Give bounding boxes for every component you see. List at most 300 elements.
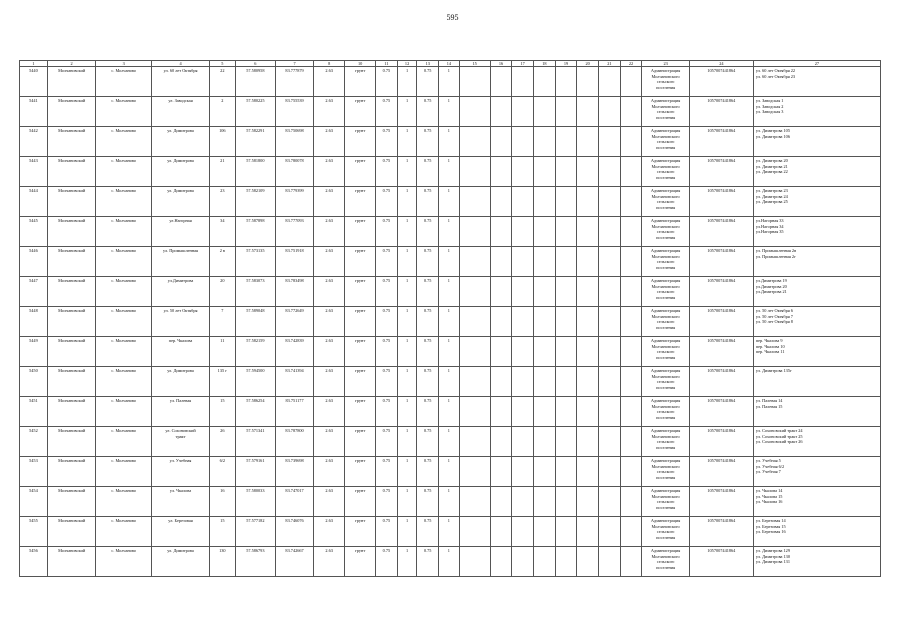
empty-cell bbox=[490, 307, 512, 337]
container-volume: 0.75 bbox=[376, 307, 398, 337]
container-volume: 0.75 bbox=[376, 247, 398, 277]
street-cell: ул. 50 лет Октября bbox=[152, 307, 210, 337]
value-cell: 0.75 bbox=[417, 367, 439, 397]
empty-cell bbox=[490, 337, 512, 367]
empty-cell bbox=[534, 367, 556, 397]
container-count: 1 bbox=[397, 517, 417, 547]
record-number: 5448 bbox=[20, 307, 48, 337]
value-cell: 0.75 bbox=[417, 247, 439, 277]
longitude: 83.783498 bbox=[275, 277, 313, 307]
table-row bbox=[20, 67, 881, 97]
empty-cell bbox=[555, 217, 577, 247]
house-number: 34 bbox=[209, 217, 235, 247]
served-addresses: ул. Учебная 5 ул. Учебная 6/2 ул. Учебная 7 bbox=[753, 457, 880, 487]
column-number: 3 bbox=[96, 61, 152, 67]
empty-cell bbox=[512, 367, 534, 397]
settlement-cell: с. Молчаново bbox=[96, 217, 152, 247]
value-cell: 0.75 bbox=[417, 277, 439, 307]
empty-cell bbox=[620, 367, 642, 397]
served-addresses: пер. Чкалова 9 пер. Чкалова 10 пер. Чкалова 11 bbox=[753, 337, 880, 367]
street-cell: ул. Промышленная bbox=[152, 247, 210, 277]
longitude: 83.746076 bbox=[275, 517, 313, 547]
settlement-cell: с. Молчаново bbox=[96, 547, 152, 577]
served-addresses: ул.Димитрова 19 ул.Димитрова 20 ул.Димитрова 21 bbox=[753, 277, 880, 307]
surface-type: грунт bbox=[345, 337, 376, 367]
settlement-cell: с. Молчаново bbox=[96, 307, 152, 337]
surface-type: грунт bbox=[345, 457, 376, 487]
table-row bbox=[20, 517, 881, 547]
owner-name: Администрация Молчановского сельского поселения bbox=[642, 307, 689, 337]
value-cell: 0.75 bbox=[417, 67, 439, 97]
area-value: 2.63 bbox=[314, 397, 345, 427]
owner-name: Администрация Молчановского сельского поселения bbox=[642, 127, 689, 157]
served-addresses: ул. Димитрова 20 ул. Димитрова 21 ул. Димитрова 22 bbox=[753, 157, 880, 187]
surface-type: грунт bbox=[345, 397, 376, 427]
area-value: 2.63 bbox=[314, 217, 345, 247]
table-row bbox=[20, 277, 881, 307]
value-cell: 0.75 bbox=[417, 97, 439, 127]
column-number: 2 bbox=[47, 61, 96, 67]
table-row bbox=[20, 307, 881, 337]
empty-cell bbox=[599, 367, 621, 397]
empty-cell bbox=[599, 457, 621, 487]
empty-cell bbox=[599, 547, 621, 577]
empty-cell bbox=[577, 217, 599, 247]
district-cell: Молчановский bbox=[47, 127, 96, 157]
container-volume: 0.75 bbox=[376, 367, 398, 397]
empty-cell bbox=[490, 487, 512, 517]
owner-name: Администрация Молчановского сельского поселения bbox=[642, 517, 689, 547]
empty-cell bbox=[577, 367, 599, 397]
served-addresses: ул. 60 лет Октября 22 ул. 60 лет Октября 23 bbox=[753, 67, 880, 97]
empty-cell bbox=[534, 427, 556, 457]
latitude: 57.573135 bbox=[235, 247, 275, 277]
empty-cell bbox=[620, 277, 642, 307]
latitude: 57.579161 bbox=[235, 457, 275, 487]
empty-cell bbox=[534, 337, 556, 367]
empty-cell bbox=[459, 247, 490, 277]
container-count: 1 bbox=[397, 397, 417, 427]
house-number: 21 bbox=[209, 157, 235, 187]
value-cell: 1 bbox=[439, 247, 460, 277]
empty-cell bbox=[577, 517, 599, 547]
table-row bbox=[20, 397, 881, 427]
owner-ogrn: 1057007441864 bbox=[689, 427, 753, 457]
empty-cell bbox=[512, 187, 534, 217]
surface-type: грунт bbox=[345, 277, 376, 307]
value-cell: 0.75 bbox=[417, 397, 439, 427]
empty-cell bbox=[490, 517, 512, 547]
owner-ogrn: 1057007441864 bbox=[689, 337, 753, 367]
column-number: 8 bbox=[314, 61, 345, 67]
area-value: 2.63 bbox=[314, 547, 345, 577]
empty-cell bbox=[490, 427, 512, 457]
table-row bbox=[20, 487, 881, 517]
value-cell: 1 bbox=[439, 217, 460, 247]
street-cell: пер. Чкалова bbox=[152, 337, 210, 367]
owner-name: Администрация Молчановского сельского поселения bbox=[642, 547, 689, 577]
owner-ogrn: 1057007441864 bbox=[689, 67, 753, 97]
container-volume: 0.75 bbox=[376, 337, 398, 367]
column-number: 23 bbox=[642, 61, 689, 67]
value-cell: 1 bbox=[439, 277, 460, 307]
district-cell: Молчановский bbox=[47, 427, 96, 457]
empty-cell bbox=[620, 247, 642, 277]
empty-cell bbox=[620, 427, 642, 457]
empty-cell bbox=[512, 337, 534, 367]
column-number: 22 bbox=[620, 61, 642, 67]
value-cell: 1 bbox=[439, 367, 460, 397]
owner-ogrn: 1057007441864 bbox=[689, 157, 753, 187]
empty-cell bbox=[534, 67, 556, 97]
value-cell: 0.75 bbox=[417, 457, 439, 487]
empty-cell bbox=[620, 157, 642, 187]
street-cell: ул. 60 лет Октября bbox=[152, 67, 210, 97]
value-cell: 0.75 bbox=[417, 187, 439, 217]
street-cell: ул. Димитрова bbox=[152, 547, 210, 577]
empty-cell bbox=[512, 457, 534, 487]
empty-cell bbox=[555, 247, 577, 277]
column-number: 24 bbox=[689, 61, 753, 67]
value-cell: 0.75 bbox=[417, 427, 439, 457]
owner-ogrn: 1057007441864 bbox=[689, 307, 753, 337]
empty-cell bbox=[577, 247, 599, 277]
owner-ogrn: 1057007441864 bbox=[689, 127, 753, 157]
container-count: 1 bbox=[397, 457, 417, 487]
column-number: 17 bbox=[512, 61, 534, 67]
served-addresses: ул. Заводская 1 ул. Заводская 2 ул. Заводская 3 bbox=[753, 97, 880, 127]
container-count: 1 bbox=[397, 187, 417, 217]
container-count: 1 bbox=[397, 427, 417, 457]
district-cell: Молчановский bbox=[47, 367, 96, 397]
container-volume: 0.75 bbox=[376, 157, 398, 187]
record-number: 5443 bbox=[20, 157, 48, 187]
street-cell: ул.Димитрова bbox=[152, 277, 210, 307]
column-number: 1 bbox=[20, 61, 48, 67]
column-number: 21 bbox=[599, 61, 621, 67]
owner-name: Администрация Молчановского сельского поселения bbox=[642, 247, 689, 277]
record-number: 5449 bbox=[20, 337, 48, 367]
latitude: 57.594500 bbox=[235, 367, 275, 397]
area-value: 2.63 bbox=[314, 457, 345, 487]
owner-ogrn: 1057007441864 bbox=[689, 457, 753, 487]
empty-cell bbox=[555, 97, 577, 127]
empty-cell bbox=[534, 397, 556, 427]
longitude: 83.739698 bbox=[275, 457, 313, 487]
record-number: 5450 bbox=[20, 367, 48, 397]
column-number: 20 bbox=[577, 61, 599, 67]
column-number: 18 bbox=[534, 61, 556, 67]
empty-cell bbox=[512, 97, 534, 127]
longitude: 83.751177 bbox=[275, 397, 313, 427]
column-number: 13 bbox=[417, 61, 439, 67]
surface-type: грунт bbox=[345, 157, 376, 187]
empty-cell bbox=[459, 157, 490, 187]
owner-ogrn: 1057007441864 bbox=[689, 517, 753, 547]
table-row bbox=[20, 157, 881, 187]
container-volume: 0.75 bbox=[376, 67, 398, 97]
house-number: 106 bbox=[209, 127, 235, 157]
area-value: 2.63 bbox=[314, 307, 345, 337]
served-addresses: ул. Димитрова 129 ул. Димитрова 130 ул. Димитрова 131 bbox=[753, 547, 880, 577]
container-count: 1 bbox=[397, 217, 417, 247]
surface-type: грунт bbox=[345, 547, 376, 577]
empty-cell bbox=[490, 367, 512, 397]
street-cell: ул. Сохоновский тракт bbox=[152, 427, 210, 457]
house-number: 16 bbox=[209, 487, 235, 517]
owner-name: Администрация Молчановского сельского поселения bbox=[642, 97, 689, 127]
owner-ogrn: 1057007441864 bbox=[689, 397, 753, 427]
empty-cell bbox=[459, 427, 490, 457]
empty-cell bbox=[577, 337, 599, 367]
empty-cell bbox=[599, 517, 621, 547]
empty-cell bbox=[577, 127, 599, 157]
house-number: 20 bbox=[209, 277, 235, 307]
record-number: 5454 bbox=[20, 487, 48, 517]
settlement-cell: с. Молчаново bbox=[96, 127, 152, 157]
table-body bbox=[20, 61, 881, 577]
empty-cell bbox=[490, 397, 512, 427]
owner-name: Администрация Молчановского сельского поселения bbox=[642, 187, 689, 217]
district-cell: Молчановский bbox=[47, 397, 96, 427]
value-cell: 1 bbox=[439, 547, 460, 577]
district-cell: Молчановский bbox=[47, 457, 96, 487]
district-cell: Молчановский bbox=[47, 547, 96, 577]
column-number: 15 bbox=[459, 61, 490, 67]
area-value: 2.63 bbox=[314, 277, 345, 307]
longitude: 83.751918 bbox=[275, 247, 313, 277]
column-number: 11 bbox=[376, 61, 398, 67]
empty-cell bbox=[490, 157, 512, 187]
area-value: 2.63 bbox=[314, 247, 345, 277]
area-value: 2.63 bbox=[314, 127, 345, 157]
district-cell: Молчановский bbox=[47, 277, 96, 307]
district-cell: Молчановский bbox=[47, 67, 96, 97]
area-value: 2.63 bbox=[314, 157, 345, 187]
empty-cell bbox=[620, 397, 642, 427]
value-cell: 1 bbox=[439, 187, 460, 217]
empty-cell bbox=[459, 517, 490, 547]
empty-cell bbox=[620, 217, 642, 247]
empty-cell bbox=[459, 397, 490, 427]
empty-cell bbox=[555, 397, 577, 427]
surface-type: грунт bbox=[345, 187, 376, 217]
value-cell: 1 bbox=[439, 67, 460, 97]
record-number: 5441 bbox=[20, 97, 48, 127]
empty-cell bbox=[577, 307, 599, 337]
settlement-cell: с. Молчаново bbox=[96, 97, 152, 127]
empty-cell bbox=[620, 547, 642, 577]
container-count: 1 bbox=[397, 337, 417, 367]
street-cell: ул. Чкалова bbox=[152, 487, 210, 517]
latitude: 57.580033 bbox=[235, 487, 275, 517]
settlement-cell: с. Молчаново bbox=[96, 457, 152, 487]
container-volume: 0.75 bbox=[376, 457, 398, 487]
container-count: 1 bbox=[397, 97, 417, 127]
value-cell: 1 bbox=[439, 457, 460, 487]
street-cell: ул. Заводская bbox=[152, 97, 210, 127]
empty-cell bbox=[512, 127, 534, 157]
latitude: 57.582109 bbox=[235, 187, 275, 217]
empty-cell bbox=[555, 367, 577, 397]
value-cell: 0.75 bbox=[417, 487, 439, 517]
owner-name: Администрация Молчановского сельского поселения bbox=[642, 397, 689, 427]
empty-cell bbox=[555, 157, 577, 187]
area-value: 2.63 bbox=[314, 187, 345, 217]
settlement-cell: с. Молчаново bbox=[96, 67, 152, 97]
surface-type: грунт bbox=[345, 517, 376, 547]
table-row bbox=[20, 97, 881, 127]
column-number: 7 bbox=[275, 61, 313, 67]
owner-ogrn: 1057007441864 bbox=[689, 547, 753, 577]
value-cell: 1 bbox=[439, 307, 460, 337]
empty-cell bbox=[620, 487, 642, 517]
served-addresses: ул. Димитрова 105 ул. Димитрова 106 bbox=[753, 127, 880, 157]
empty-cell bbox=[459, 97, 490, 127]
empty-cell bbox=[577, 277, 599, 307]
container-count: 1 bbox=[397, 157, 417, 187]
surface-type: грунт bbox=[345, 487, 376, 517]
empty-cell bbox=[555, 67, 577, 97]
record-number: 5447 bbox=[20, 277, 48, 307]
served-addresses: ул.Нагорная 33 ул.Нагорная 34 ул.Нагорная 35 bbox=[753, 217, 880, 247]
longitude: 83.780078 bbox=[275, 157, 313, 187]
empty-cell bbox=[577, 187, 599, 217]
empty-cell bbox=[577, 547, 599, 577]
empty-cell bbox=[555, 427, 577, 457]
empty-cell bbox=[490, 67, 512, 97]
district-cell: Молчановский bbox=[47, 157, 96, 187]
house-number: 15 bbox=[209, 397, 235, 427]
served-addresses: ул. Димитрова 135г bbox=[753, 367, 880, 397]
settlement-cell: с. Молчаново bbox=[96, 337, 152, 367]
empty-cell bbox=[620, 67, 642, 97]
empty-cell bbox=[599, 427, 621, 457]
empty-cell bbox=[577, 157, 599, 187]
street-cell: ул. Димитрова bbox=[152, 127, 210, 157]
container-count: 1 bbox=[397, 277, 417, 307]
settlement-cell: с. Молчаново bbox=[96, 397, 152, 427]
container-volume: 0.75 bbox=[376, 487, 398, 517]
empty-cell bbox=[512, 397, 534, 427]
district-cell: Молчановский bbox=[47, 217, 96, 247]
longitude: 83.742667 bbox=[275, 547, 313, 577]
settlement-cell: с. Молчаново bbox=[96, 367, 152, 397]
empty-cell bbox=[599, 337, 621, 367]
empty-cell bbox=[512, 67, 534, 97]
latitude: 57.581800 bbox=[235, 157, 275, 187]
empty-cell bbox=[512, 517, 534, 547]
latitude: 57.587898 bbox=[235, 217, 275, 247]
empty-cell bbox=[555, 337, 577, 367]
owner-name: Администрация Молчановского сельского поселения bbox=[642, 277, 689, 307]
empty-cell bbox=[459, 307, 490, 337]
empty-cell bbox=[534, 97, 556, 127]
house-number: 130 bbox=[209, 547, 235, 577]
container-count: 1 bbox=[397, 247, 417, 277]
surface-type: грунт bbox=[345, 427, 376, 457]
latitude: 57.582291 bbox=[235, 127, 275, 157]
empty-cell bbox=[620, 97, 642, 127]
street-cell: ул. Димитрова bbox=[152, 367, 210, 397]
latitude: 57.582159 bbox=[235, 337, 275, 367]
value-cell: 0.75 bbox=[417, 307, 439, 337]
container-volume: 0.75 bbox=[376, 517, 398, 547]
value-cell: 0.75 bbox=[417, 217, 439, 247]
container-volume: 0.75 bbox=[376, 397, 398, 427]
owner-name: Администрация Молчановского сельского поселения bbox=[642, 157, 689, 187]
container-volume: 0.75 bbox=[376, 97, 398, 127]
house-number: 2 в bbox=[209, 247, 235, 277]
empty-cell bbox=[555, 517, 577, 547]
record-number: 5452 bbox=[20, 427, 48, 457]
table-row bbox=[20, 427, 881, 457]
latitude: 57.571341 bbox=[235, 427, 275, 457]
longitude: 83.772649 bbox=[275, 307, 313, 337]
owner-name: Администрация Молчановского сельского поселения bbox=[642, 487, 689, 517]
value-cell: 1 bbox=[439, 397, 460, 427]
empty-cell bbox=[577, 487, 599, 517]
empty-cell bbox=[459, 487, 490, 517]
served-addresses: ул. Димитрова 23 ул. Димитрова 24 ул. Димитрова 25 bbox=[753, 187, 880, 217]
table-row bbox=[20, 217, 881, 247]
empty-cell bbox=[534, 307, 556, 337]
empty-cell bbox=[534, 487, 556, 517]
column-number: 16 bbox=[490, 61, 512, 67]
value-cell: 1 bbox=[439, 97, 460, 127]
column-number: 10 bbox=[345, 61, 376, 67]
street-cell: ул. Димитрова bbox=[152, 157, 210, 187]
empty-cell bbox=[459, 127, 490, 157]
value-cell: 1 bbox=[439, 487, 460, 517]
table-row bbox=[20, 187, 881, 217]
empty-cell bbox=[555, 307, 577, 337]
surface-type: грунт bbox=[345, 247, 376, 277]
street-cell: ул.Нагорная bbox=[152, 217, 210, 247]
container-volume: 0.75 bbox=[376, 277, 398, 307]
empty-cell bbox=[534, 157, 556, 187]
house-number: 2 bbox=[209, 97, 235, 127]
empty-cell bbox=[599, 187, 621, 217]
house-number: 22 bbox=[209, 67, 235, 97]
served-addresses: ул. Чкалова 14 ул. Чкалова 15 ул. Чкалова 16 bbox=[753, 487, 880, 517]
empty-cell bbox=[577, 67, 599, 97]
empty-cell bbox=[599, 397, 621, 427]
empty-cell bbox=[620, 307, 642, 337]
record-number: 5444 bbox=[20, 187, 48, 217]
empty-cell bbox=[512, 487, 534, 517]
empty-cell bbox=[534, 517, 556, 547]
owner-ogrn: 1057007441864 bbox=[689, 247, 753, 277]
empty-cell bbox=[599, 277, 621, 307]
empty-cell bbox=[459, 277, 490, 307]
district-cell: Молчановский bbox=[47, 307, 96, 337]
empty-cell bbox=[534, 217, 556, 247]
page-number: 595 bbox=[446, 13, 459, 22]
empty-cell bbox=[512, 547, 534, 577]
longitude: 83.779399 bbox=[275, 187, 313, 217]
empty-cell bbox=[512, 307, 534, 337]
value-cell: 0.75 bbox=[417, 127, 439, 157]
record-number: 5440 bbox=[20, 67, 48, 97]
street-cell: ул. Димитрова bbox=[152, 187, 210, 217]
container-count: 1 bbox=[397, 547, 417, 577]
longitude: 83.747017 bbox=[275, 487, 313, 517]
longitude: 83.750698 bbox=[275, 127, 313, 157]
house-number: 23 bbox=[209, 187, 235, 217]
empty-cell bbox=[555, 277, 577, 307]
empty-cell bbox=[620, 127, 642, 157]
